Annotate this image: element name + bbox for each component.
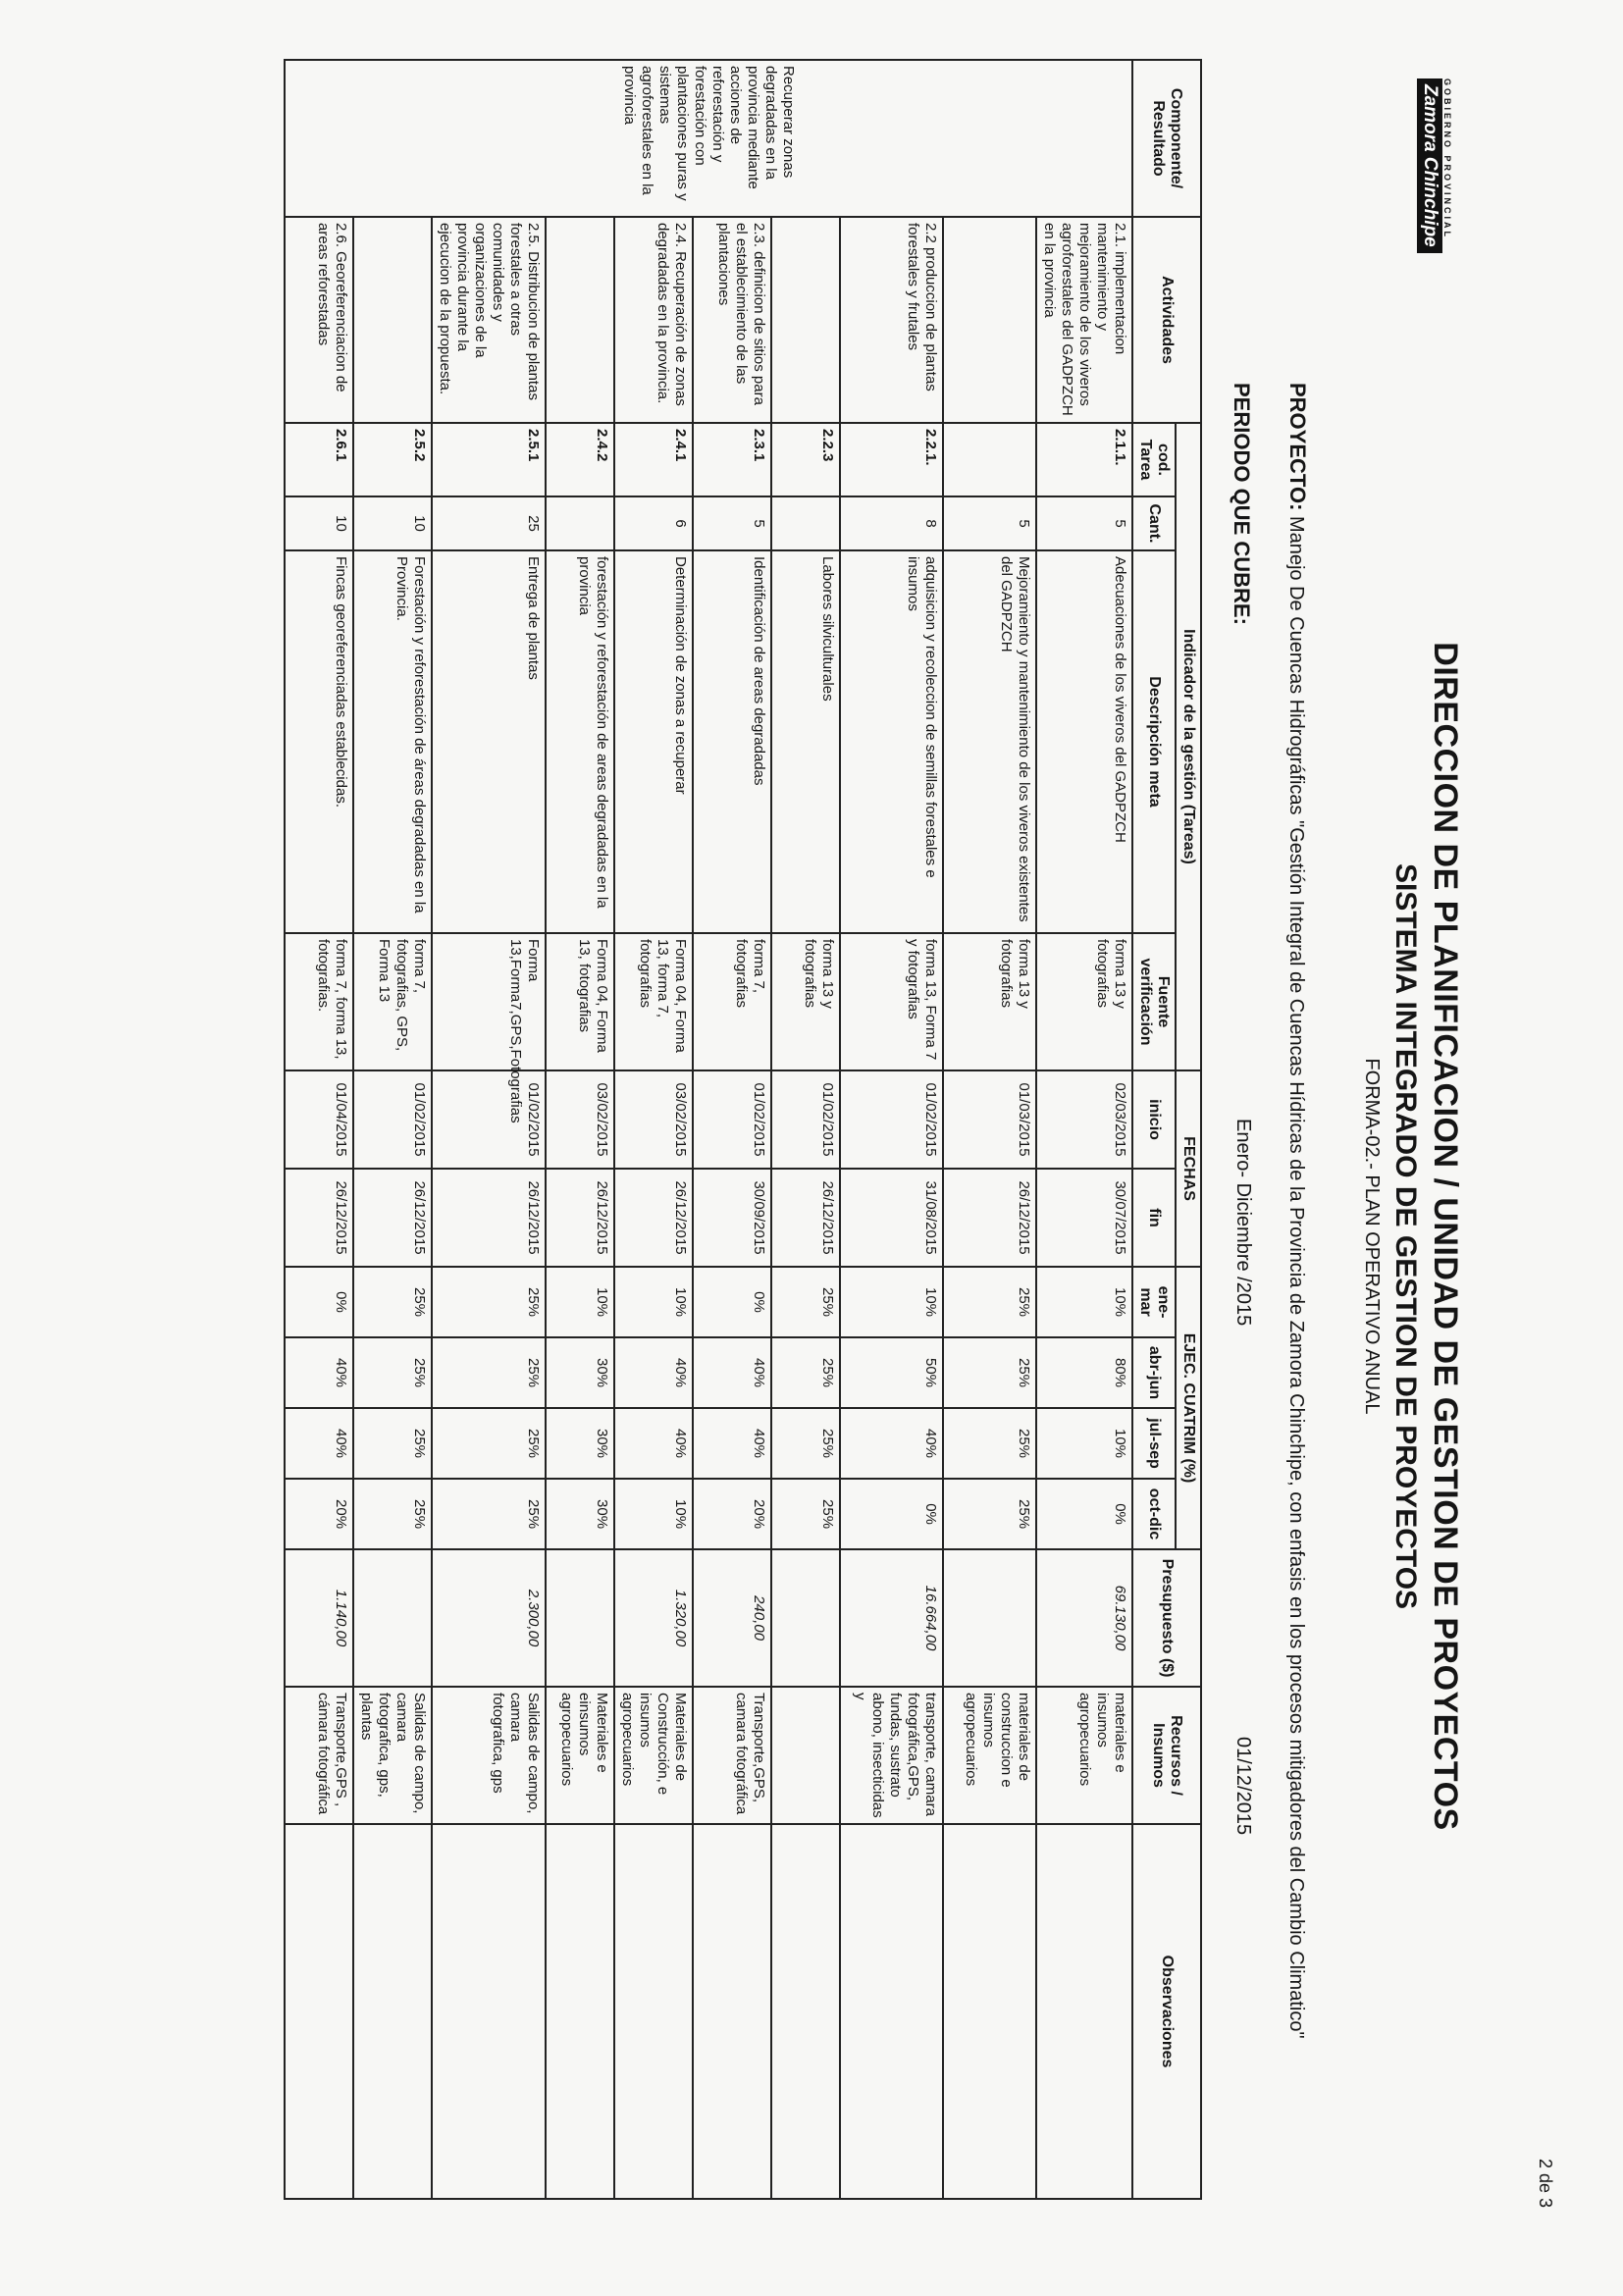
cell-recursos: Salidas de campo, camara fotografica, gps, plantas [353,1687,432,1824]
cell-fin: 31/08/2015 [840,1169,943,1267]
cell-actividad [943,217,1036,423]
cell-observaciones [432,1824,546,2199]
cell-recursos: Transporte,GPS , cámara fotográfica [285,1687,353,1824]
cell-q1: 25% [943,1267,1036,1337]
cell-fuente: forma 7, fotografias, GPS, Forma 13 [353,933,432,1070]
cell-inicio: 01/02/2015 [840,1070,943,1169]
cell-recursos: transporte, camara fotográfica,GPS, fundas, sustrato abono, insecticidas y [840,1687,943,1824]
cell-q3: 25% [432,1408,546,1479]
project-text: Manejo De Cuencas Hidrográficas "Gestión Integral de Cuencas Hídricas de la Provincia de Zamora Chinchipe, con enfasis en los procesos mitigadores del Cambio Climatico" [1285,515,1307,2039]
table-row [943,60,1036,2199]
cell-q4: 20% [693,1479,771,1549]
cell-cant: 6 [614,496,693,550]
cell-q2: 80% [1036,1337,1132,1408]
cell-desc: Forestación y reforestación de áreas degradadas en la Provincia. [353,550,432,933]
col-componente: Componente/ Resultado [1132,60,1201,217]
cell-q4: 25% [771,1479,840,1549]
cell-q1: 25% [432,1267,546,1337]
cell-actividad: 2.4. Recuperación de zonas degradadas en la provincia. [614,217,693,423]
cell-fin: 26/12/2015 [432,1169,546,1267]
cell-observaciones [353,1824,432,2199]
cell-fin: 26/12/2015 [771,1169,840,1267]
cell-q3: 25% [353,1408,432,1479]
cell-cant [546,496,614,550]
cell-observaciones [943,1824,1036,2199]
title-sistema: SISTEMA INTEGRADO DE GESTION DE PROYECTOS [1389,862,1422,1610]
cell-presupuesto: 240,00 [693,1549,771,1687]
table-row [1036,60,1132,2199]
cell-inicio: 01/02/2015 [353,1070,432,1169]
cell-cod: 2.5.2 [353,423,432,496]
document-date: 01/12/2015 [1232,1737,1254,1836]
table-row [840,60,943,2199]
cell-cod: 2.4.2 [546,423,614,496]
cell-inicio: 01/02/2015 [693,1070,771,1169]
cell-q4: 25% [943,1479,1036,1549]
cell-inicio: 03/02/2015 [614,1070,693,1169]
project-label: PROYECTO: [1285,383,1310,511]
cell-presupuesto: 1.320,00 [614,1549,693,1687]
cell-desc: adquisicion y recoleccion de semillas forestales e insumos [840,550,943,933]
cell-desc: Labores silviculturales [771,550,840,933]
cell-inicio: 01/02/2015 [771,1070,840,1169]
cell-recursos: Materiales e einsumos agropecuarios [546,1687,614,1824]
title-block [1360,304,1464,2168]
cell-actividad: 2.3. definicion de sitios para el establecimiento de las plantaciones [693,217,771,423]
cell-cant: 5 [1036,496,1132,550]
cell-presupuesto [943,1549,1036,1687]
cell-inicio: 01/04/2015 [285,1070,353,1169]
document-header [1202,59,1472,2198]
cell-q2: 30% [546,1337,614,1408]
cell-fin: 26/12/2015 [614,1169,693,1267]
col-ejec: EJEC. CUATRIM (%) [1176,1267,1201,1549]
cell-cant: 5 [943,496,1036,550]
cell-desc: Identificación de areas degradadas [693,550,771,933]
cell-actividad: 2.5. Distribucion de plantas forestales a otras comunidades y organizaciones de la provincia durante la ejecucion de la propuesta. [432,217,546,423]
cell-observaciones [614,1824,693,2199]
table-row [353,60,432,2199]
cell-presupuesto: 1.140,00 [285,1549,353,1687]
col-q1: ene-mar [1132,1267,1176,1337]
col-cod: cod. Tarea [1132,423,1176,496]
cell-observaciones [1036,1824,1132,2199]
logo-line2: Zamora Chinchipe [1417,78,1442,253]
cell-cant: 5 [693,496,771,550]
cell-observaciones [840,1824,943,2199]
cell-q4: 0% [1036,1479,1132,1549]
provincial-logo [1374,78,1452,304]
poa-table [284,59,1202,2200]
cell-q3: 40% [693,1408,771,1479]
cell-cod: 2.1.1. [1036,423,1132,496]
cell-cant: 25 [432,496,546,550]
table-header [1132,60,1201,2199]
cell-q1: 10% [546,1267,614,1337]
cell-observaciones [771,1824,840,2199]
cell-actividad [353,217,432,423]
cell-fuente: forma 13, Forma 7 y fotografias [840,933,943,1070]
cell-q3: 30% [546,1408,614,1479]
col-actividades: Actividades [1132,217,1201,423]
cell-cant: 10 [285,496,353,550]
period-value: Enero- Diciembre /2015 [1232,1119,1254,1327]
cell-q2: 25% [432,1337,546,1408]
cell-recursos: materiales de construccion e insumos agropecuarios [943,1687,1036,1824]
cell-q3: 10% [1036,1408,1132,1479]
col-observaciones: Observaciones [1132,1824,1201,2199]
col-fin: fin [1132,1169,1176,1267]
col-recursos: Recursos / Insumos [1132,1687,1201,1824]
cell-recursos: materiales e insumos agropecuarios [1036,1687,1132,1824]
cell-inicio: 02/03/2015 [1036,1070,1132,1169]
cell-actividad: 2.6. Georeferenciacion de areas reforestadas [285,217,353,423]
cell-inicio: 01/03/2015 [943,1070,1036,1169]
cell-fin: 26/12/2015 [943,1169,1036,1267]
table-body [285,60,1132,2199]
cell-presupuesto: 69.130,00 [1036,1549,1132,1687]
cell-q2: 50% [840,1337,943,1408]
cell-recursos: Materiales de Construcción, e insumos agropecuarios [614,1687,693,1824]
poa-sheet [206,59,1472,2198]
cell-q3: 40% [840,1408,943,1479]
cell-inicio: 01/02/2015 [432,1070,546,1169]
cell-recursos: Salidas de campo, camara fotografica, gps [432,1687,546,1824]
cell-presupuesto [546,1549,614,1687]
cell-desc: Mejoramiento y mantenimiento de los viveros existentes del GADPZCH [943,550,1036,933]
cell-q3: 40% [285,1408,353,1479]
cell-cod: 2.3.1 [693,423,771,496]
cell-actividad [771,217,840,423]
title-direccion: DIRECCION DE PLANIFICACION / UNIDAD DE GESTION DE PROYECTOS [1427,642,1464,1831]
cell-cant [771,496,840,550]
cell-observaciones [546,1824,614,2199]
table-row [614,60,693,2199]
cell-q1: 0% [693,1267,771,1337]
cell-observaciones [693,1824,771,2199]
cell-q1: 25% [771,1267,840,1337]
cell-recursos [771,1687,840,1824]
cell-inicio: 03/02/2015 [546,1070,614,1169]
cell-fin: 26/12/2015 [546,1169,614,1267]
cell-cod: 2.4.1 [614,423,693,496]
cell-fuente: forma 7, fotografias [693,933,771,1070]
cell-q4: 25% [432,1479,546,1549]
table-row [285,60,353,2199]
col-fuente: Fuente verificación [1132,933,1176,1070]
col-inicio: inicio [1132,1070,1176,1169]
cell-q2: 25% [353,1337,432,1408]
project-line [1283,383,1310,2168]
cell-q1: 0% [285,1267,353,1337]
cell-q2: 40% [614,1337,693,1408]
cell-observaciones [285,1824,353,2199]
period-label: PERIODO QUE CUBRE: [1230,383,1254,625]
cell-q2: 25% [771,1337,840,1408]
cell-fuente: Forma 13,Forma7,GPS,Fotografias [432,933,546,1070]
cell-cod: 2.5.1 [432,423,546,496]
cell-actividad: 2.1. implementacion mantenimiento y mejoramiento de los viveros agroforestales del GADPZCH en la provincia [1036,217,1132,423]
cell-desc: Determinación de zonas a recuperar [614,550,693,933]
cell-cod [943,423,1036,496]
cell-q2: 40% [285,1337,353,1408]
table-row [546,60,614,2199]
cell-q3: 25% [771,1408,840,1479]
cell-cod: 2.2.1. [840,423,943,496]
cell-fuente: forma 7, forma 13, fotografias. [285,933,353,1070]
componente-cell: Recuperar zonas degradadas en la provincia mediante acciones de reforestación y forestación con plantaciones puras y sistemas agroforestales en la provincia [285,60,1132,217]
col-cant: Cant. [1132,496,1176,550]
cell-q4: 30% [546,1479,614,1549]
cell-desc: Fincas georeferenciadas establecidas. [285,550,353,933]
col-descripcion: Descripción meta [1132,550,1176,933]
cell-q4: 0% [840,1479,943,1549]
col-fechas: FECHAS [1176,1070,1201,1267]
cell-q1: 10% [840,1267,943,1337]
cell-cod: 2.6.1 [285,423,353,496]
col-indicador: Indicador de la gestión (Tareas) [1176,423,1201,1070]
cell-q1: 10% [1036,1267,1132,1337]
cell-fuente: Forma 04, Forma 13, forma 7, fotografias [614,933,693,1070]
cell-fin: 26/12/2015 [285,1169,353,1267]
cell-presupuesto [353,1549,432,1687]
cell-presupuesto [771,1549,840,1687]
cell-cant: 10 [353,496,432,550]
cell-desc: forestación y reforestación de areas degradadas en la provincia [546,550,614,933]
cell-cod: 2.2.3 [771,423,840,496]
cell-desc: Entrega de plantas [432,550,546,933]
table-row [432,60,546,2199]
cell-fin: 26/12/2015 [353,1169,432,1267]
cell-actividad [546,217,614,423]
cell-recursos: Transporte,GPS, camara fotográfica [693,1687,771,1824]
cell-fin: 30/09/2015 [693,1169,771,1267]
cell-q4: 10% [614,1479,693,1549]
cell-fin: 30/07/2015 [1036,1169,1132,1267]
logo-line1: GOBIERNO PROVINCIAL [1442,78,1452,240]
cell-fuente: forma 13 y fotografias [771,933,840,1070]
col-q2: abr-jun [1132,1337,1176,1408]
cell-fuente: forma 13 y fotografias [943,933,1036,1070]
table-row [771,60,840,2199]
cell-presupuesto: 2.300,00 [432,1549,546,1687]
table-row [693,60,771,2199]
cell-q3: 40% [614,1408,693,1479]
col-presupuesto: Presupuesto ($) [1132,1549,1201,1687]
page-number: 2 de 3 [1536,2159,1555,2209]
cell-q2: 40% [693,1337,771,1408]
cell-presupuesto: 16.664,00 [840,1549,943,1687]
cell-cant: 8 [840,496,943,550]
title-forma: FORMA-02.- PLAN OPERATIVO ANUAL [1361,1058,1383,1415]
col-q3: jul-sep [1132,1408,1176,1479]
cell-q1: 10% [614,1267,693,1337]
cell-fuente: Forma 04, Forma 13, fotografias [546,933,614,1070]
cell-q2: 25% [943,1337,1036,1408]
cell-q1: 25% [353,1267,432,1337]
col-q4: oct-dic [1132,1479,1176,1549]
cell-desc: Adecuaciones de los viveros del GADPZCH [1036,550,1132,933]
cell-actividad: 2.2 produccion de plantas forestales y frutales [840,217,943,423]
cell-q3: 25% [943,1408,1036,1479]
cell-q4: 20% [285,1479,353,1549]
cell-q4: 25% [353,1479,432,1549]
cell-fuente: forma 13 y fotografias [1036,933,1132,1070]
